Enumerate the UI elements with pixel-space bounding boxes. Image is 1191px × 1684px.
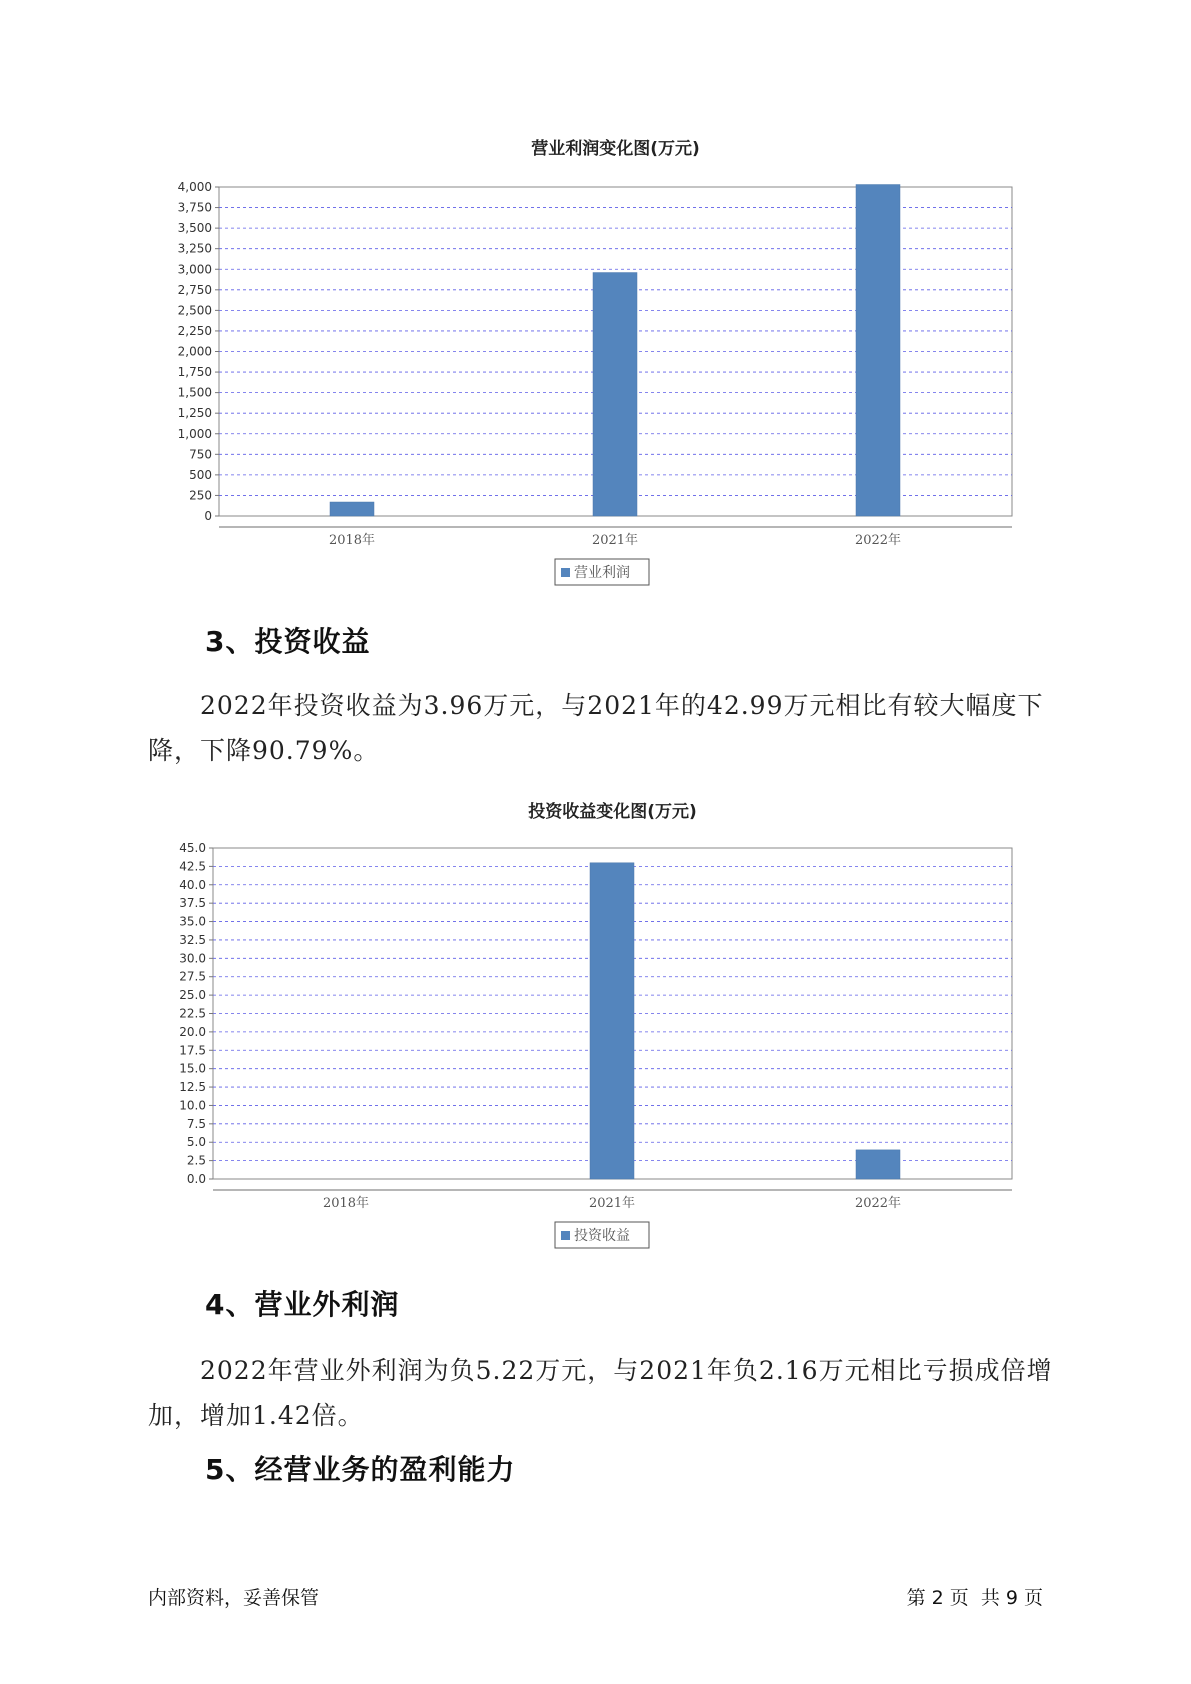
operating-profit-chart-svg: [0, 130, 1191, 600]
y-tick-label: 250: [189, 488, 212, 503]
y-tick-label: 27.5: [179, 969, 206, 984]
y-tick-label: 2,750: [177, 282, 212, 297]
x-tick-label: 2018年: [328, 533, 376, 548]
y-tick-label: 40.0: [179, 877, 206, 892]
y-tick-label: 3,500: [177, 221, 212, 236]
investment-income-paragraph: 2022年投资收益为3.96万元，与2021年的42.99万元相比有较大幅度下降，下降90.79%。: [148, 691, 1044, 765]
y-tick-label: 2.5: [186, 1153, 206, 1168]
bar-2022年: [856, 185, 900, 516]
y-tick-label: 45.0: [179, 841, 206, 855]
x-tick-label: 2022年: [854, 1196, 902, 1211]
y-tick-label: 2,000: [177, 344, 212, 359]
bar-2021年: [593, 273, 637, 516]
y-tick-label: 4,000: [177, 180, 212, 194]
legend-label: 营业利润: [574, 565, 630, 581]
legend-swatch: [561, 1231, 570, 1240]
y-tick-label: 22.5: [179, 1006, 206, 1021]
x-tick-label: 2018年: [322, 1196, 370, 1211]
y-tick-label: 0: [204, 509, 212, 523]
chart-title: 投资收益变化图(万元): [528, 802, 697, 822]
y-tick-label: 1,750: [177, 365, 212, 380]
bar-2021年: [590, 863, 634, 1179]
x-tick-label: 2022年: [854, 533, 902, 548]
investment-income-chart: [0, 793, 1191, 1263]
y-tick-label: 3,250: [177, 241, 212, 256]
section-heading-non-operating-profit: 4、营业外利润: [205, 1288, 400, 1321]
y-tick-label: 7.5: [186, 1116, 206, 1131]
non-operating-profit-paragraph: 2022年营业外利润为负5.22万元，与2021年负2.16万元相比亏损成倍增加，增加1.42倍。: [148, 1356, 1053, 1430]
section-heading-operating-profitability: 5、经营业务的盈利能力: [205, 1453, 516, 1486]
y-tick-label: 37.5: [179, 896, 206, 911]
y-tick-label: 0.0: [186, 1172, 206, 1186]
legend-swatch: [561, 568, 570, 577]
y-tick-label: 750: [189, 447, 212, 462]
footer-confidential-note: 内部资料，妥善保管: [148, 1587, 320, 1609]
y-tick-label: 1,000: [177, 426, 212, 441]
y-tick-label: 42.5: [179, 859, 206, 874]
bar-2018年: [330, 502, 374, 516]
y-tick-label: 2,250: [177, 323, 212, 338]
x-tick-label: 2021年: [591, 533, 639, 548]
y-tick-label: 10.0: [179, 1098, 206, 1113]
y-tick-label: 15.0: [179, 1061, 206, 1076]
y-tick-label: 1,250: [177, 406, 212, 421]
footer-page-number: 第 2 页 共 9 页: [906, 1587, 1043, 1609]
y-tick-label: 3,000: [177, 262, 212, 277]
y-tick-label: 3,750: [177, 200, 212, 215]
y-tick-label: 1,500: [177, 385, 212, 400]
investment-income-chart-svg: [0, 793, 1191, 1263]
y-tick-label: 12.5: [179, 1080, 206, 1095]
x-tick-label: 2021年: [588, 1196, 636, 1211]
chart-title: 营业利润变化图(万元): [531, 139, 700, 159]
legend-label: 投资收益: [574, 1228, 630, 1244]
y-tick-label: 30.0: [179, 951, 206, 966]
y-tick-label: 25.0: [179, 988, 206, 1003]
y-tick-label: 5.0: [186, 1135, 206, 1150]
operating-profit-chart: [0, 130, 1191, 600]
y-tick-label: 2,500: [177, 303, 212, 318]
y-tick-label: 32.5: [179, 932, 206, 947]
y-tick-label: 17.5: [179, 1043, 206, 1058]
bar-2022年: [856, 1150, 900, 1179]
y-tick-label: 500: [189, 467, 212, 482]
y-tick-label: 20.0: [179, 1024, 206, 1039]
y-tick-label: 35.0: [179, 914, 206, 929]
section-heading-investment-income: 3、投资收益: [205, 625, 371, 658]
